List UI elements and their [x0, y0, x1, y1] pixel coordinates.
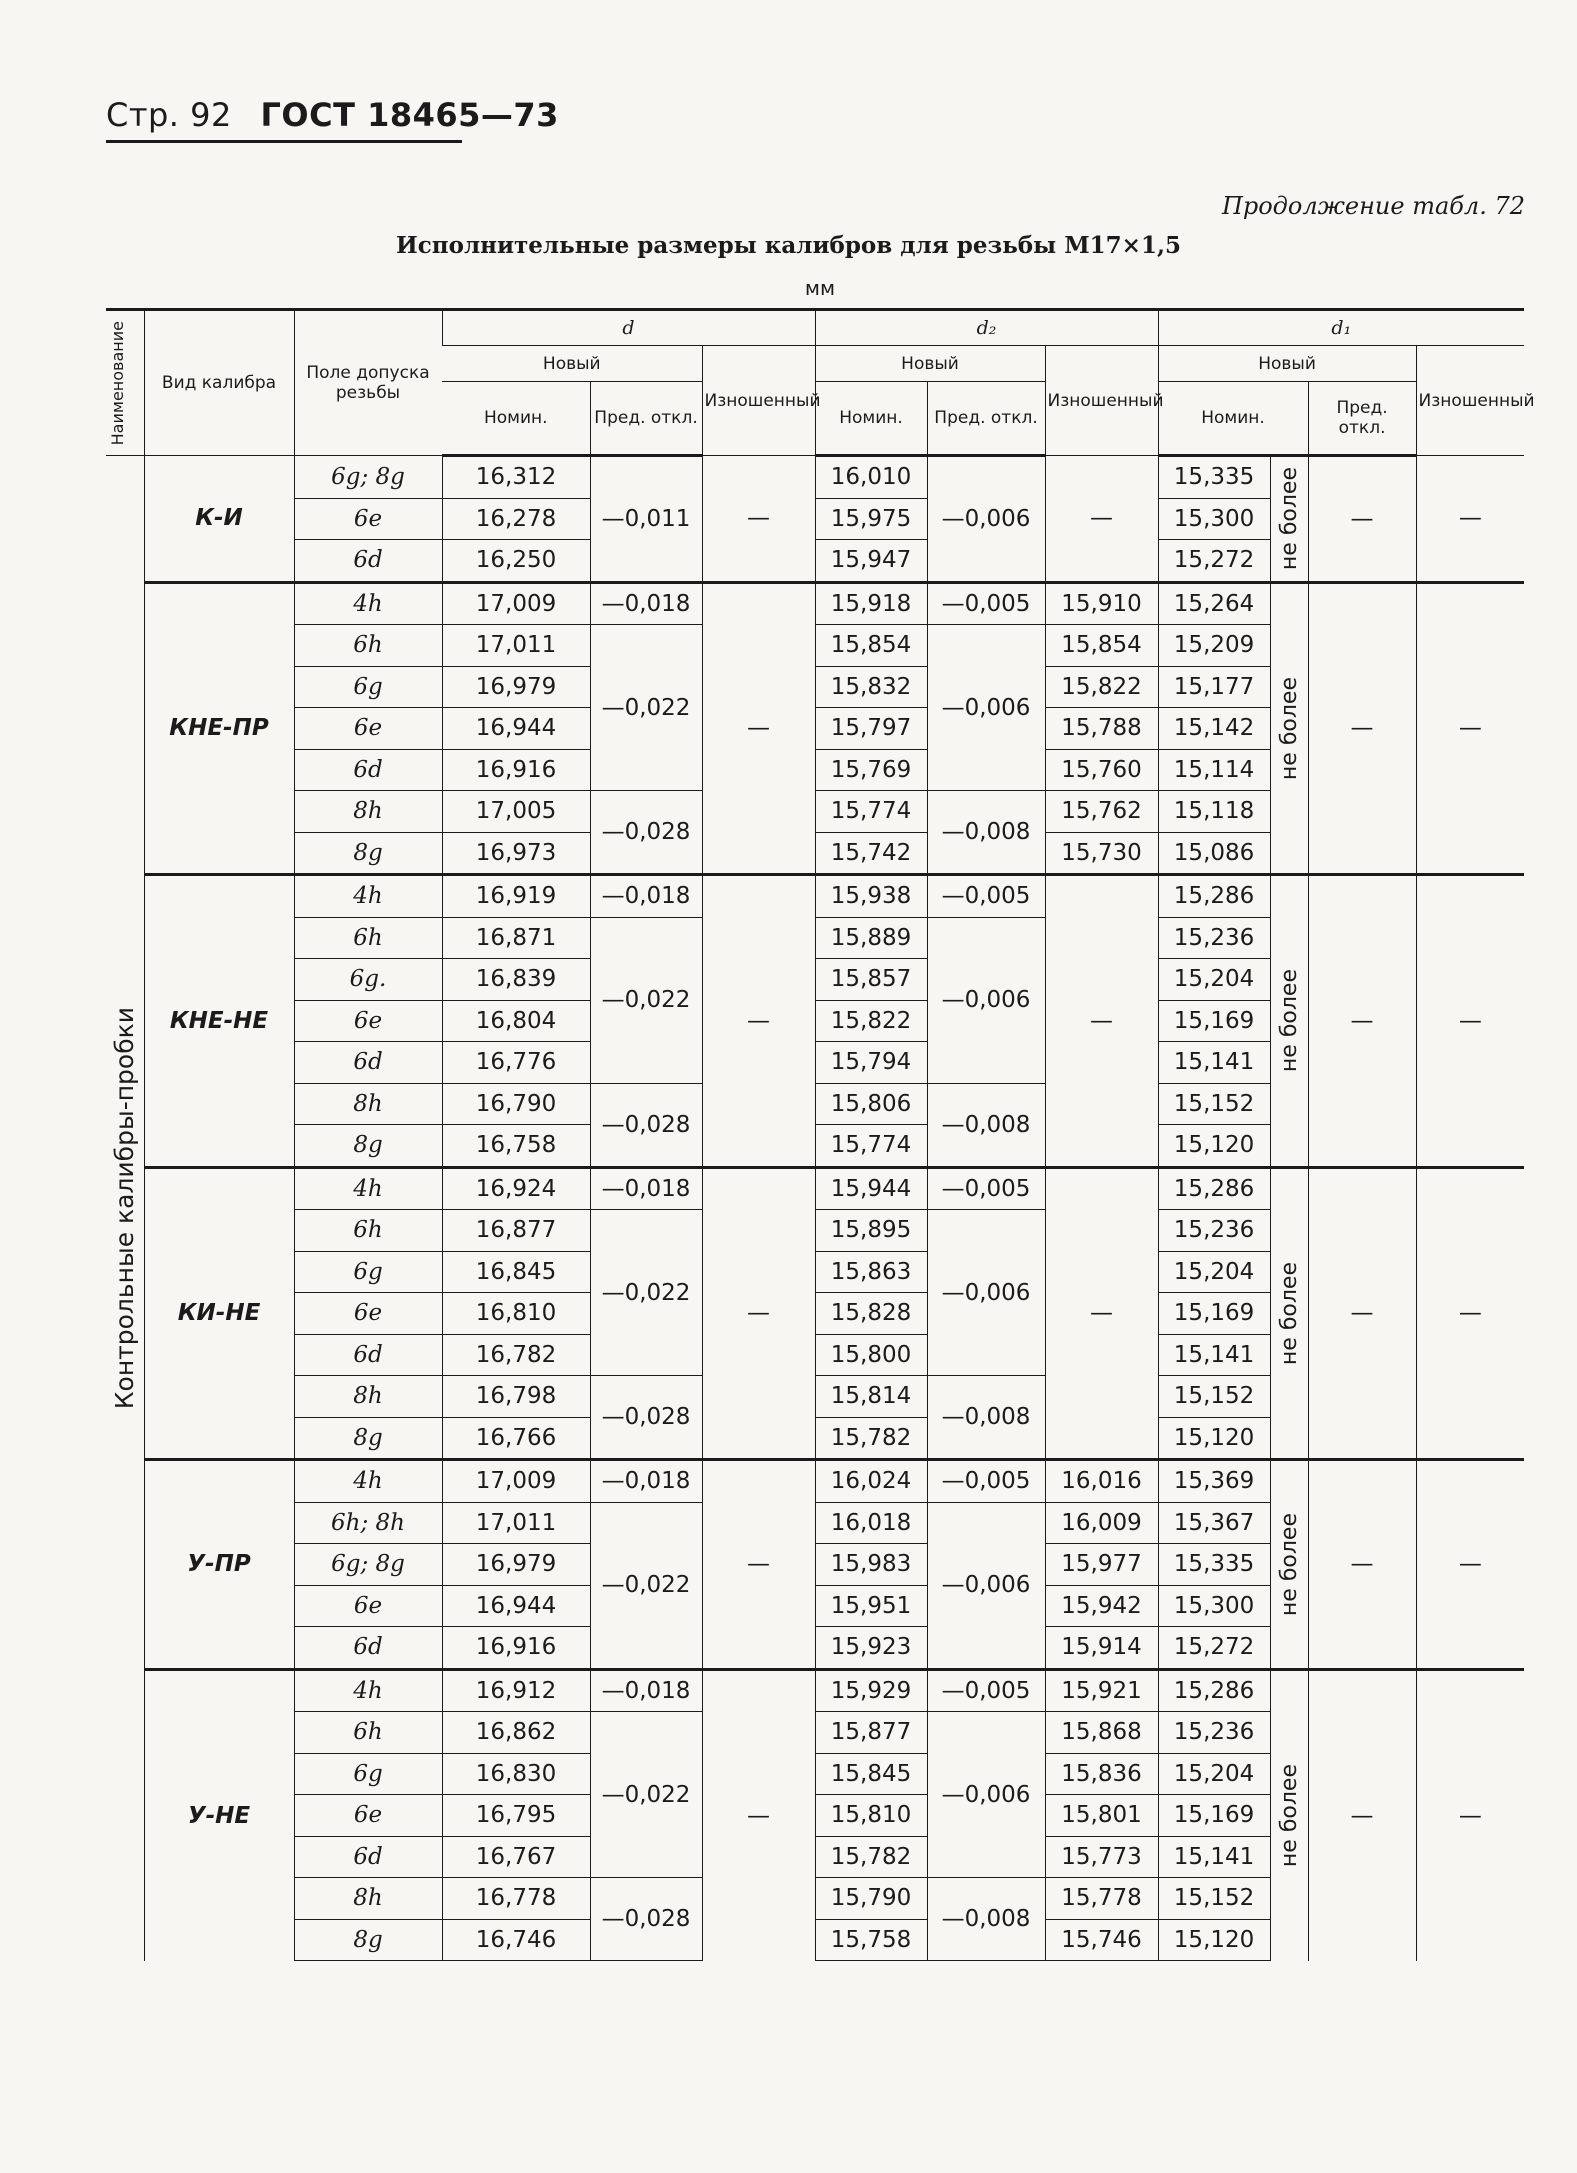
d1-nominal: 15,369 — [1158, 1460, 1270, 1503]
d2-worn: 15,921 — [1045, 1669, 1158, 1712]
d-nominal: 16,871 — [442, 917, 590, 959]
kind-header: Вид калибра — [144, 310, 294, 456]
d-nominal: 16,877 — [442, 1210, 590, 1252]
d2-nominal: 16,018 — [815, 1502, 927, 1544]
gauge-kind: КИ-НЕ — [144, 1167, 294, 1460]
d1-nominal: 15,177 — [1158, 666, 1270, 708]
d-nominal: 16,944 — [442, 708, 590, 750]
d1-new-header: Новый — [1158, 346, 1416, 382]
d1-deviation: — — [1308, 875, 1416, 1168]
d2-nominal: 16,010 — [815, 456, 927, 499]
tolerance-field: 6h; 8h — [294, 1502, 442, 1544]
d-nominal: 16,758 — [442, 1125, 590, 1168]
d-nominal: 16,862 — [442, 1712, 590, 1754]
d2-worn-header: Изношенный — [1045, 346, 1158, 456]
d2-deviation: —0,008 — [927, 1083, 1045, 1167]
table-row — [106, 1669, 1524, 1712]
d-nominal: 16,810 — [442, 1293, 590, 1335]
d2-nominal: 15,845 — [815, 1753, 927, 1795]
d1-nominal: 15,169 — [1158, 1795, 1270, 1837]
tolerance-field: 6d — [294, 1627, 442, 1670]
d1-nominal-header: Номин. — [1158, 382, 1308, 456]
d2-nominal: 15,814 — [815, 1376, 927, 1418]
d1-nominal: 15,142 — [1158, 708, 1270, 750]
d2-nominal: 15,863 — [815, 1251, 927, 1293]
d2-nominal: 15,774 — [815, 1125, 927, 1168]
d-deviation: —0,018 — [590, 582, 702, 625]
d1-nominal: 15,141 — [1158, 1042, 1270, 1084]
d2-worn: — — [1045, 1167, 1158, 1460]
d2-nominal: 15,822 — [815, 1000, 927, 1042]
d1-nominal: 15,272 — [1158, 1627, 1270, 1670]
d2-worn: — — [1045, 875, 1158, 1168]
d1-worn: — — [1416, 1669, 1524, 1961]
tolerance-field: 8h — [294, 791, 442, 833]
d-nominal: 16,795 — [442, 1795, 590, 1837]
d-nominal: 16,798 — [442, 1376, 590, 1418]
d-nominal: 16,766 — [442, 1417, 590, 1460]
d-nominal: 16,839 — [442, 959, 590, 1001]
d2-nominal: 15,769 — [815, 749, 927, 791]
tolerance-field: 6g. — [294, 959, 442, 1001]
d2-worn: 15,910 — [1045, 582, 1158, 625]
d1-nominal: 15,286 — [1158, 1669, 1270, 1712]
d2-deviation: —0,006 — [927, 456, 1045, 583]
tolerance-field: 6h — [294, 1210, 442, 1252]
d2-worn: 15,914 — [1045, 1627, 1158, 1670]
d1-worn: — — [1416, 875, 1524, 1168]
d1-nominal: 15,152 — [1158, 1083, 1270, 1125]
d1-worn: — — [1416, 1167, 1524, 1460]
d1-nominal: 15,335 — [1158, 1544, 1270, 1586]
tolerance-field: 6d — [294, 749, 442, 791]
d-nominal: 16,776 — [442, 1042, 590, 1084]
unit-label: мм — [804, 276, 836, 300]
d1-nominal: 15,367 — [1158, 1502, 1270, 1544]
tolerance-field: 6e — [294, 1000, 442, 1042]
d2-nominal: 15,929 — [815, 1669, 927, 1712]
tolerance-field: 6e — [294, 498, 442, 540]
d1-nominal: 15,236 — [1158, 1712, 1270, 1754]
d1-nominal: 15,141 — [1158, 1334, 1270, 1376]
tolerance-header: Поле допуска резьбы — [294, 310, 442, 456]
d1-deviation: — — [1308, 582, 1416, 875]
d1-nominal: 15,118 — [1158, 791, 1270, 833]
d2-deviation: —0,005 — [927, 875, 1045, 918]
d1-nominal: 15,335 — [1158, 456, 1270, 499]
d1-nominal: 15,300 — [1158, 498, 1270, 540]
d-deviation: —0,022 — [590, 1502, 702, 1669]
d1-not-more-text: не более — [1276, 1763, 1302, 1868]
d-nominal: 16,790 — [442, 1083, 590, 1125]
d-worn: — — [702, 456, 815, 583]
d1-nominal: 15,264 — [1158, 582, 1270, 625]
d1-not-more-text: не более — [1276, 1261, 1302, 1365]
d-deviation: —0,018 — [590, 1460, 702, 1503]
tolerance-field: 8g — [294, 1417, 442, 1460]
table-row — [106, 582, 1524, 625]
d-nominal: 16,973 — [442, 832, 590, 875]
d2-nominal: 15,938 — [815, 875, 927, 918]
tolerance-field: 6g; 8g — [294, 1544, 442, 1586]
d2-worn: 15,746 — [1045, 1919, 1158, 1961]
tolerance-field: 4h — [294, 875, 442, 918]
d-deviation: —0,018 — [590, 1669, 702, 1712]
gauge-kind: КНЕ-НЕ — [144, 875, 294, 1168]
d2-nominal: 15,790 — [815, 1878, 927, 1920]
d1-worn-header: Изношенный — [1416, 346, 1524, 456]
d1-nominal: 15,286 — [1158, 875, 1270, 918]
d-nominal: 17,009 — [442, 582, 590, 625]
d-deviation: —0,022 — [590, 917, 702, 1083]
d1-nominal: 15,120 — [1158, 1125, 1270, 1168]
d2-deviation: —0,006 — [927, 1712, 1045, 1878]
d-nominal: 16,767 — [442, 1836, 590, 1878]
group-label — [106, 456, 144, 1961]
d1-nominal: 15,236 — [1158, 917, 1270, 959]
tolerance-field: 6g — [294, 1753, 442, 1795]
d-nominal: 17,011 — [442, 625, 590, 667]
tolerance-field: 6e — [294, 1795, 442, 1837]
d-nominal: 16,944 — [442, 1585, 590, 1627]
d1-nominal: 15,120 — [1158, 1919, 1270, 1961]
d2-nominal: 15,975 — [815, 498, 927, 540]
d2-worn: 15,942 — [1045, 1585, 1158, 1627]
d-deviation: —0,022 — [590, 1210, 702, 1376]
gauge-kind: КНЕ-ПР — [144, 582, 294, 875]
name-header: Наименование — [106, 310, 144, 456]
d1-not-more-text: не более — [1276, 969, 1302, 1073]
d-deviation: —0,028 — [590, 1376, 702, 1460]
d2-nominal: 15,774 — [815, 791, 927, 833]
d-deviation: —0,011 — [590, 456, 702, 583]
d-deviation: —0,028 — [590, 1083, 702, 1167]
d2-worn: 15,730 — [1045, 832, 1158, 875]
d-nominal: 16,979 — [442, 666, 590, 708]
d2-deviation: —0,008 — [927, 1878, 1045, 1961]
tolerance-field: 8g — [294, 1125, 442, 1168]
d1-nominal: 15,141 — [1158, 1836, 1270, 1878]
d2-worn: 15,778 — [1045, 1878, 1158, 1920]
d-worn: — — [702, 875, 815, 1168]
d2-nominal: 15,832 — [815, 666, 927, 708]
d1-nominal: 15,204 — [1158, 1753, 1270, 1795]
d2-worn: 16,016 — [1045, 1460, 1158, 1503]
d2-deviation: —0,006 — [927, 917, 1045, 1083]
d-nominal: 16,924 — [442, 1167, 590, 1210]
d2-deviation-header: Пред. откл. — [927, 382, 1045, 456]
d1-nominal: 15,272 — [1158, 540, 1270, 583]
d2-nominal: 15,983 — [815, 1544, 927, 1586]
d-deviation: —0,022 — [590, 1712, 702, 1878]
d2-worn: 15,868 — [1045, 1712, 1158, 1754]
page-number: Стр. 92 — [106, 96, 232, 134]
d2-deviation: —0,006 — [927, 1502, 1045, 1669]
tolerance-field: 8h — [294, 1083, 442, 1125]
d1-nominal: 15,209 — [1158, 625, 1270, 667]
tolerance-field: 6e — [294, 708, 442, 750]
tolerance-field: 6h — [294, 625, 442, 667]
d-nominal: 16,916 — [442, 1627, 590, 1670]
d-nominal: 16,782 — [442, 1334, 590, 1376]
header-rule — [106, 140, 462, 143]
d1-not-more — [1270, 1167, 1308, 1460]
table-row — [106, 1167, 1524, 1210]
d-deviation: —0,028 — [590, 791, 702, 875]
d-worn: — — [702, 1669, 815, 1961]
d2-nominal: 15,800 — [815, 1334, 927, 1376]
d1-not-more — [1270, 582, 1308, 875]
d1-not-more — [1270, 1460, 1308, 1670]
tolerance-field: 6h — [294, 917, 442, 959]
d2-worn: — — [1045, 456, 1158, 583]
d2-deviation: —0,006 — [927, 625, 1045, 791]
tolerance-field: 6d — [294, 540, 442, 583]
d2-deviation: —0,006 — [927, 1210, 1045, 1376]
tolerance-field: 8h — [294, 1376, 442, 1418]
d2-deviation: —0,008 — [927, 791, 1045, 875]
d2-worn: 15,788 — [1045, 708, 1158, 750]
d2-nominal: 15,828 — [815, 1293, 927, 1335]
tolerance-field: 6d — [294, 1042, 442, 1084]
d2-deviation: —0,005 — [927, 582, 1045, 625]
d-nominal: 17,005 — [442, 791, 590, 833]
d2-header: d₂ — [815, 310, 1158, 346]
d1-deviation: — — [1308, 1167, 1416, 1460]
d1-nominal: 15,120 — [1158, 1417, 1270, 1460]
d-nominal: 16,979 — [442, 1544, 590, 1586]
d1-worn: — — [1416, 582, 1524, 875]
gauge-dimensions-table — [106, 308, 1535, 1961]
d1-nominal: 15,086 — [1158, 832, 1270, 875]
d-nominal: 16,916 — [442, 749, 590, 791]
d-nominal: 16,845 — [442, 1251, 590, 1293]
d1-not-more — [1270, 875, 1308, 1168]
d-nominal: 17,009 — [442, 1460, 590, 1503]
d1-deviation: — — [1308, 1460, 1416, 1670]
d1-nominal: 15,204 — [1158, 959, 1270, 1001]
tolerance-field: 8h — [294, 1878, 442, 1920]
d2-worn: 16,009 — [1045, 1502, 1158, 1544]
d-nominal: 16,919 — [442, 875, 590, 918]
tolerance-field: 4h — [294, 1669, 442, 1712]
d2-nominal: 15,758 — [815, 1919, 927, 1961]
gauge-kind: К-И — [144, 456, 294, 583]
tolerance-field: 6h — [294, 1712, 442, 1754]
table-body — [106, 456, 1524, 1961]
d-deviation: —0,022 — [590, 625, 702, 791]
d2-deviation: —0,005 — [927, 1669, 1045, 1712]
table-title: Исполнительные размеры калибров для резьбы M17×1,5 — [396, 232, 1181, 259]
d2-nominal: 15,951 — [815, 1585, 927, 1627]
d2-nominal: 15,857 — [815, 959, 927, 1001]
table-row — [106, 456, 1524, 499]
d-nominal: 16,278 — [442, 498, 590, 540]
tolerance-field: 6g — [294, 1251, 442, 1293]
d-nominal: 16,830 — [442, 1753, 590, 1795]
d-nominal: 16,312 — [442, 456, 590, 499]
tolerance-field: 8g — [294, 832, 442, 875]
table-row — [106, 1460, 1524, 1503]
d2-nominal: 15,810 — [815, 1795, 927, 1837]
d-worn-header: Изношенный — [702, 346, 815, 456]
gauge-kind: У-НЕ — [144, 1669, 294, 1961]
d-deviation-header: Пред. откл. — [590, 382, 702, 456]
d-worn: — — [702, 582, 815, 875]
page-header — [106, 96, 559, 134]
d2-nominal: 15,889 — [815, 917, 927, 959]
d2-new-header: Новый — [815, 346, 1045, 382]
d2-nominal: 15,782 — [815, 1836, 927, 1878]
d1-worn: — — [1416, 1460, 1524, 1670]
d2-nominal: 15,806 — [815, 1083, 927, 1125]
d1-nominal: 15,286 — [1158, 1167, 1270, 1210]
d2-worn: 15,854 — [1045, 625, 1158, 667]
d1-not-more-text: не более — [1276, 467, 1302, 571]
d1-nominal: 15,169 — [1158, 1293, 1270, 1335]
d2-deviation: —0,008 — [927, 1376, 1045, 1460]
d2-worn: 15,760 — [1045, 749, 1158, 791]
d-nominal: 16,804 — [442, 1000, 590, 1042]
d2-nominal: 15,797 — [815, 708, 927, 750]
d2-worn: 15,773 — [1045, 1836, 1158, 1878]
tolerance-field: 4h — [294, 1167, 442, 1210]
d-deviation: —0,028 — [590, 1878, 702, 1961]
d-nominal: 16,746 — [442, 1919, 590, 1961]
d-worn: — — [702, 1460, 815, 1670]
d-nominal: 16,778 — [442, 1878, 590, 1920]
d1-not-more — [1270, 1669, 1308, 1961]
d2-nominal: 15,923 — [815, 1627, 927, 1670]
d2-nominal: 15,895 — [815, 1210, 927, 1252]
d2-worn: 15,801 — [1045, 1795, 1158, 1837]
d2-nominal: 15,944 — [815, 1167, 927, 1210]
d2-nominal: 15,742 — [815, 832, 927, 875]
d-new-header: Новый — [442, 346, 702, 382]
d-nominal: 16,250 — [442, 540, 590, 583]
table-continuation-note: Продолжение табл. 72 — [1221, 192, 1525, 220]
tolerance-field: 6g — [294, 666, 442, 708]
d-nominal: 16,912 — [442, 1669, 590, 1712]
d2-nominal: 15,947 — [815, 540, 927, 583]
d1-nominal: 15,236 — [1158, 1210, 1270, 1252]
d1-nominal: 15,300 — [1158, 1585, 1270, 1627]
tolerance-field: 6d — [294, 1836, 442, 1878]
d2-nominal: 15,877 — [815, 1712, 927, 1754]
d1-worn: — — [1416, 456, 1524, 583]
d-deviation: —0,018 — [590, 1167, 702, 1210]
d1-nominal: 15,152 — [1158, 1878, 1270, 1920]
d1-not-more-text: не более — [1276, 676, 1302, 780]
d1-deviation: — — [1308, 456, 1416, 583]
d1-not-more — [1270, 456, 1308, 583]
d2-nominal: 16,024 — [815, 1460, 927, 1503]
d1-deviation-header: Пред. откл. — [1308, 382, 1416, 456]
tolerance-field: 6d — [294, 1334, 442, 1376]
d2-nominal: 15,854 — [815, 625, 927, 667]
d2-worn: 15,822 — [1045, 666, 1158, 708]
d1-nominal: 15,169 — [1158, 1000, 1270, 1042]
d2-worn: 15,762 — [1045, 791, 1158, 833]
d1-deviation: — — [1308, 1669, 1416, 1961]
d2-worn: 15,836 — [1045, 1753, 1158, 1795]
d2-nominal-header: Номин. — [815, 382, 927, 456]
gauge-kind: У-ПР — [144, 1460, 294, 1670]
d2-worn: 15,977 — [1045, 1544, 1158, 1586]
tolerance-field: 6g; 8g — [294, 456, 442, 499]
d2-nominal: 15,918 — [815, 582, 927, 625]
d-nominal-header: Номин. — [442, 382, 590, 456]
table-row — [106, 875, 1524, 918]
d1-nominal: 15,114 — [1158, 749, 1270, 791]
d2-deviation: —0,005 — [927, 1460, 1045, 1503]
d1-nominal: 15,204 — [1158, 1251, 1270, 1293]
d-nominal: 17,011 — [442, 1502, 590, 1544]
standard-number: ГОСТ 18465—73 — [260, 96, 559, 134]
d1-not-more-text: не более — [1276, 1512, 1302, 1616]
d2-deviation: —0,005 — [927, 1167, 1045, 1210]
d-worn: — — [702, 1167, 815, 1460]
tolerance-field: 8g — [294, 1919, 442, 1961]
d1-header: d₁ — [1158, 310, 1524, 346]
d-header: d — [442, 310, 815, 346]
tolerance-field: 4h — [294, 1460, 442, 1503]
d2-nominal: 15,782 — [815, 1417, 927, 1460]
tolerance-field: 6e — [294, 1585, 442, 1627]
d2-nominal: 15,794 — [815, 1042, 927, 1084]
d1-nominal: 15,152 — [1158, 1376, 1270, 1418]
tolerance-field: 4h — [294, 582, 442, 625]
group-label-text: Контрольные калибры-пробки — [110, 1007, 140, 1410]
tolerance-field: 6e — [294, 1293, 442, 1335]
d-deviation: —0,018 — [590, 875, 702, 918]
